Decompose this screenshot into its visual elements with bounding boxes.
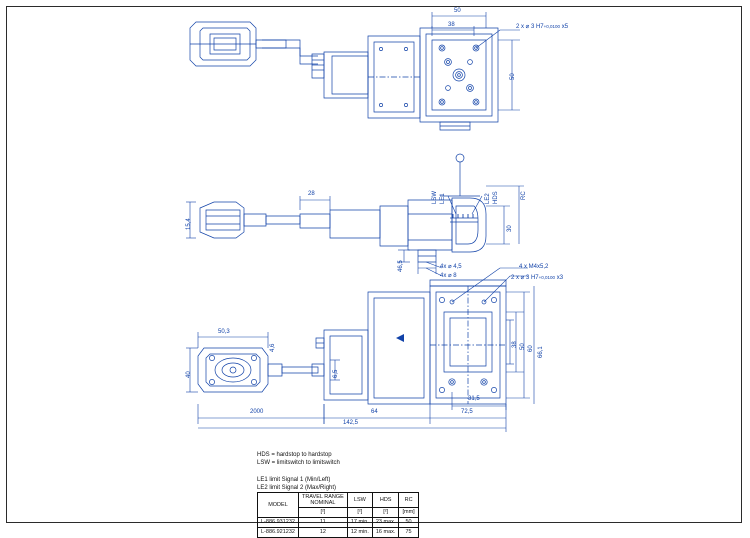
cell-travel-1: 11: [298, 518, 347, 528]
dim-le2: LE2: [485, 193, 491, 204]
note-lsw: LSW = limitswitch to limitswitch: [257, 459, 340, 466]
cell-lsw-1: 17 min.: [347, 518, 372, 528]
dim-hole-top-text: 2 x ⌀ 3 H7: [516, 24, 544, 30]
cell-model-2: L-886.921232: [258, 528, 299, 538]
table-row: [258, 518, 419, 528]
dim-38: 38: [448, 22, 455, 28]
dim-hole-front-qty: x3: [556, 275, 564, 281]
cell-model-1: L-886.931232: [258, 518, 299, 528]
dim-hds: HDS: [493, 191, 499, 204]
dim-46: 4,6: [270, 343, 276, 352]
dim-8: 4x ⌀ 8: [440, 273, 457, 279]
dim-hole-top-qty: x5: [561, 24, 569, 30]
spec-th-hds: HDS: [372, 493, 399, 508]
dim-64: 64: [371, 409, 378, 415]
notes-block: [257, 452, 340, 467]
spec-th-lsw: LSW: [347, 493, 372, 508]
dim-2000: 2000: [250, 409, 264, 415]
cell-hds-1: 23 max.: [372, 518, 399, 528]
dim-38b: 38: [512, 341, 518, 348]
table-row: [258, 528, 419, 538]
spec-sub-rc: [mm]: [399, 508, 418, 518]
dim-hole-front-tol-up: +0,010: [538, 275, 553, 280]
note-le2: LE2 limit Signal 2 (Max/Right): [257, 484, 337, 491]
dim-50-top: 50: [454, 8, 461, 14]
dim-315: 31,5: [468, 396, 480, 402]
dim-hole-top-tol-dn: 0: [557, 24, 561, 29]
spec-sub-travel: [²]: [298, 508, 347, 518]
note-le1: LE1 limit Signal 1 (Min/Left): [257, 477, 331, 483]
dim-60: 60: [528, 345, 534, 352]
spec-sub-lsw: [²]: [347, 508, 372, 518]
dim-725: 72,5: [461, 409, 473, 415]
dim-hole-front-text: 2 x ⌀ 3 H7: [511, 275, 539, 281]
dim-hole-top-tol-up: +0,010: [543, 24, 558, 29]
spec-table-header-row: [258, 493, 419, 508]
dim-le1: LE1: [440, 193, 446, 204]
spec-th-travel: TRAVEL RANGE NOMINAL: [298, 493, 347, 508]
dim-50-right: 50: [510, 73, 516, 80]
cell-hds-2: 16 max.: [372, 528, 399, 538]
cell-lsw-2: 12 min.: [347, 528, 372, 538]
dim-65: 6,5: [333, 369, 339, 378]
notes-block-2: [257, 477, 336, 492]
note-hds: HDS = hardstop to hardstop: [257, 452, 332, 458]
dim-30: 30: [507, 225, 513, 232]
dim-503: 50,3: [218, 329, 230, 335]
dim-40: 40: [186, 371, 192, 378]
dim-hole-front: [511, 274, 563, 282]
spec-table: [257, 492, 419, 538]
dim-28: 28: [308, 191, 315, 197]
dim-661: 66,1: [538, 346, 544, 358]
dim-rc: RC: [521, 191, 527, 200]
dim-465: 46,5: [398, 260, 404, 272]
dim-lsw: LSW: [432, 190, 438, 204]
spec-th-model: MODEL: [258, 493, 299, 518]
dim-hole-top: [516, 23, 568, 31]
dim-45: 4x ⌀ 4,5: [440, 264, 462, 270]
dim-hole-front-tol-dn: 0: [552, 275, 556, 280]
cell-rc-1: 50: [399, 518, 418, 528]
dim-1425: 142,5: [343, 420, 359, 426]
dim-154: 15,4: [186, 218, 192, 230]
cell-travel-2: 12: [298, 528, 347, 538]
spec-th-rc: RC: [399, 493, 418, 508]
dim-m4: 4 x M4x5,2: [519, 264, 549, 270]
dim-50b: 50: [520, 343, 526, 350]
cell-rc-2: 75: [399, 528, 418, 538]
spec-sub-hds: [²]: [372, 508, 399, 518]
